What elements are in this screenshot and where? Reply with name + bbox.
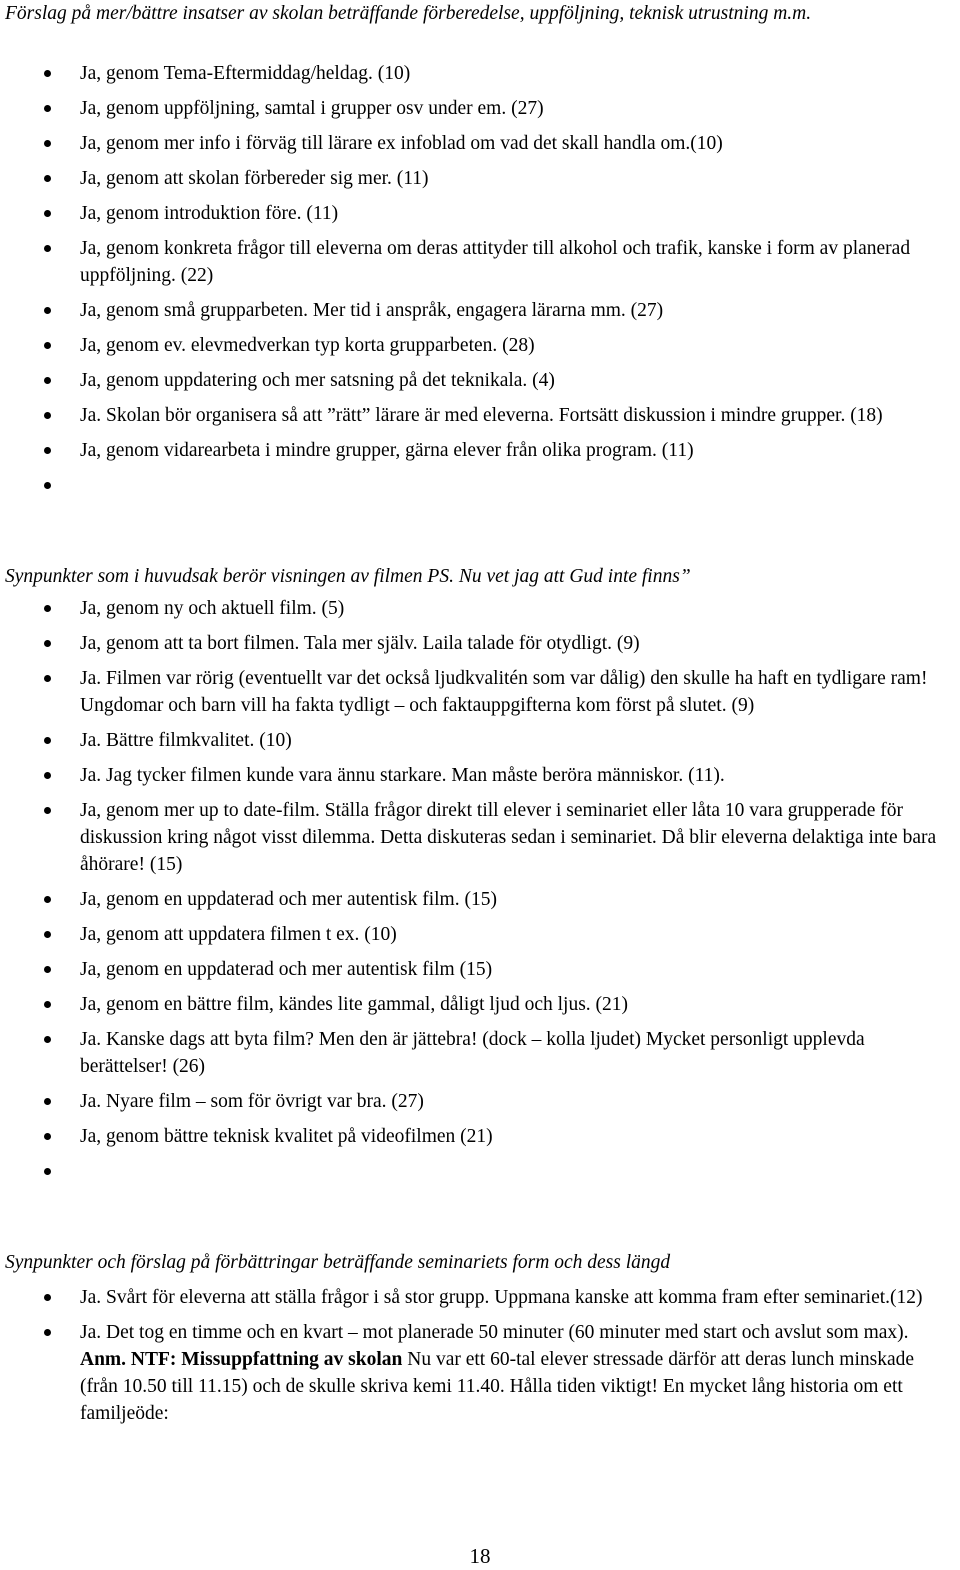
list-filmen	[0, 595, 945, 1193]
bullet-icon	[44, 807, 51, 814]
bullet-icon	[44, 1329, 51, 1336]
bullet-icon	[44, 105, 51, 112]
list-item-empty	[0, 1158, 945, 1185]
bullet-icon	[44, 896, 51, 903]
list-item: Ja. Skolan bör organisera så att ”rätt” lärare är med eleverna. Fortsätt diskussion i mindre grupper. (18)	[0, 402, 945, 429]
list-item: Ja, genom vidarearbeta i mindre grupper, gärna elever från olika program. (11)	[0, 437, 945, 464]
bullet-icon	[44, 1098, 51, 1105]
bullet-icon	[44, 772, 51, 779]
list-item: Ja, genom en bättre film, kändes lite gammal, dåligt ljud och ljus. (21)	[0, 991, 945, 1018]
list-item: Ja. Bättre filmkvalitet. (10)	[0, 727, 945, 754]
bullet-icon	[44, 482, 51, 489]
list-item: Ja, genom introduktion före. (11)	[0, 200, 945, 227]
section-heading-filmen: Synpunkter som i huvudsak berör visningen av filmen PS. Nu vet jag att Gud inte finns”	[5, 566, 691, 587]
bullet-icon	[44, 1168, 51, 1175]
bullet-icon	[44, 342, 51, 349]
list-item: Ja, genom ny och aktuell film. (5)	[0, 595, 945, 622]
list-item: Ja, genom att ta bort filmen. Tala mer själv. Laila talade för otydligt. (9)	[0, 630, 945, 657]
bullet-icon	[44, 1001, 51, 1008]
list-item: Ja, genom konkreta frågor till eleverna om deras attityder till alkohol och trafik, kanske i form av planerad uppföljning. (22)	[0, 235, 945, 289]
list-item: Ja, genom att uppdatera filmen t ex. (10)	[0, 921, 945, 948]
list-item: Ja, genom ev. elevmedverkan typ korta grupparbeten. (28)	[0, 332, 945, 359]
bullet-icon	[44, 1294, 51, 1301]
list-item: Ja, genom en uppdaterad och mer autentisk film. (15)	[0, 886, 945, 913]
list-item: Ja, genom små grupparbeten. Mer tid i anspråk, engagera lärarna mm. (27)	[0, 297, 945, 324]
bullet-icon	[44, 1036, 51, 1043]
list-item: Ja. Svårt för eleverna att ställa frågor i så stor grupp. Uppmana kanske att komma fram efter seminariet.(12)	[0, 1284, 945, 1311]
section-heading-insatser: Förslag på mer/bättre insatser av skolan beträffande förberedelse, uppföljning, teknisk utrustning m.m.	[5, 3, 812, 24]
list-item: Ja, genom Tema-Eftermiddag/heldag. (10)	[0, 60, 945, 87]
page-number: 18	[469, 1544, 491, 1568]
bullet-icon	[44, 605, 51, 612]
bullet-icon	[44, 931, 51, 938]
list-item: Ja, genom mer up to date-film. Ställa frågor direkt till elever i seminariet eller låta 10 vara grupperade för diskussion kring något visst dilemma. Detta diskuteras sedan i seminariet. Då blir eleverna delaktiga inte bara åhörare! (15)	[0, 797, 945, 878]
list-item: Ja, genom mer info i förväg till lärare ex infoblad om vad det skall handla om.(10)	[0, 130, 945, 157]
bullet-icon	[44, 70, 51, 77]
bullet-icon	[44, 307, 51, 314]
bullet-icon	[44, 640, 51, 647]
bullet-icon	[44, 412, 51, 419]
bullet-icon	[44, 175, 51, 182]
list-item: Ja, genom bättre teknisk kvalitet på videofilmen (21)	[0, 1123, 945, 1150]
bullet-icon	[44, 245, 51, 252]
list-item: Ja. Det tog en timme och en kvart – mot planerade 50 minuter (60 minuter med start och avslut som max). Anm. NTF: Missuppfattning av skolan Nu var ett 60-tal elever stressade därför att deras lunch minskade (från 10.50 till 11.15) och de skulle skriva kemi 11.40. Hålla tiden viktigt! En mycket lång historia om ett familjeöde:	[0, 1319, 945, 1427]
bullet-icon	[44, 447, 51, 454]
list-item: Ja, genom uppdatering och mer satsning på det teknikala. (4)	[0, 367, 945, 394]
bullet-icon	[44, 966, 51, 973]
list-item: Ja, genom en uppdaterad och mer autentisk film (15)	[0, 956, 945, 983]
list-item: Ja. Jag tycker filmen kunde vara ännu starkare. Man måste beröra människor. (11).	[0, 762, 945, 789]
bullet-icon	[44, 675, 51, 682]
bullet-icon	[44, 737, 51, 744]
bullet-icon	[44, 377, 51, 384]
list-item-empty	[0, 472, 945, 499]
list-insatser	[0, 60, 945, 507]
list-seminariet	[0, 1284, 945, 1435]
list-item: Ja, genom att skolan förbereder sig mer. (11)	[0, 165, 945, 192]
bullet-icon	[44, 210, 51, 217]
list-item: Ja. Nyare film – som för övrigt var bra. (27)	[0, 1088, 945, 1115]
list-item: Ja. Kanske dags att byta film? Men den är jättebra! (dock – kolla ljudet) Mycket personligt upplevda berättelser! (26)	[0, 1026, 945, 1080]
bullet-icon	[44, 140, 51, 147]
note-ntf: Anm. NTF: Missuppfattning av skolan	[80, 1349, 403, 1370]
bullet-icon	[44, 1133, 51, 1140]
list-item: Ja. Filmen var rörig (eventuellt var det också ljudkvalitén som var dålig) den skulle ha haft en tydligare ram! Ungdomar och barn vill ha fakta tydligt – och faktauppgifterna kom först på slutet. (9)	[0, 665, 945, 719]
list-item: Ja, genom uppföljning, samtal i grupper osv under em. (27)	[0, 95, 945, 122]
section-heading-seminariet: Synpunkter och förslag på förbättringar beträffande seminariets form och dess längd	[5, 1252, 671, 1273]
